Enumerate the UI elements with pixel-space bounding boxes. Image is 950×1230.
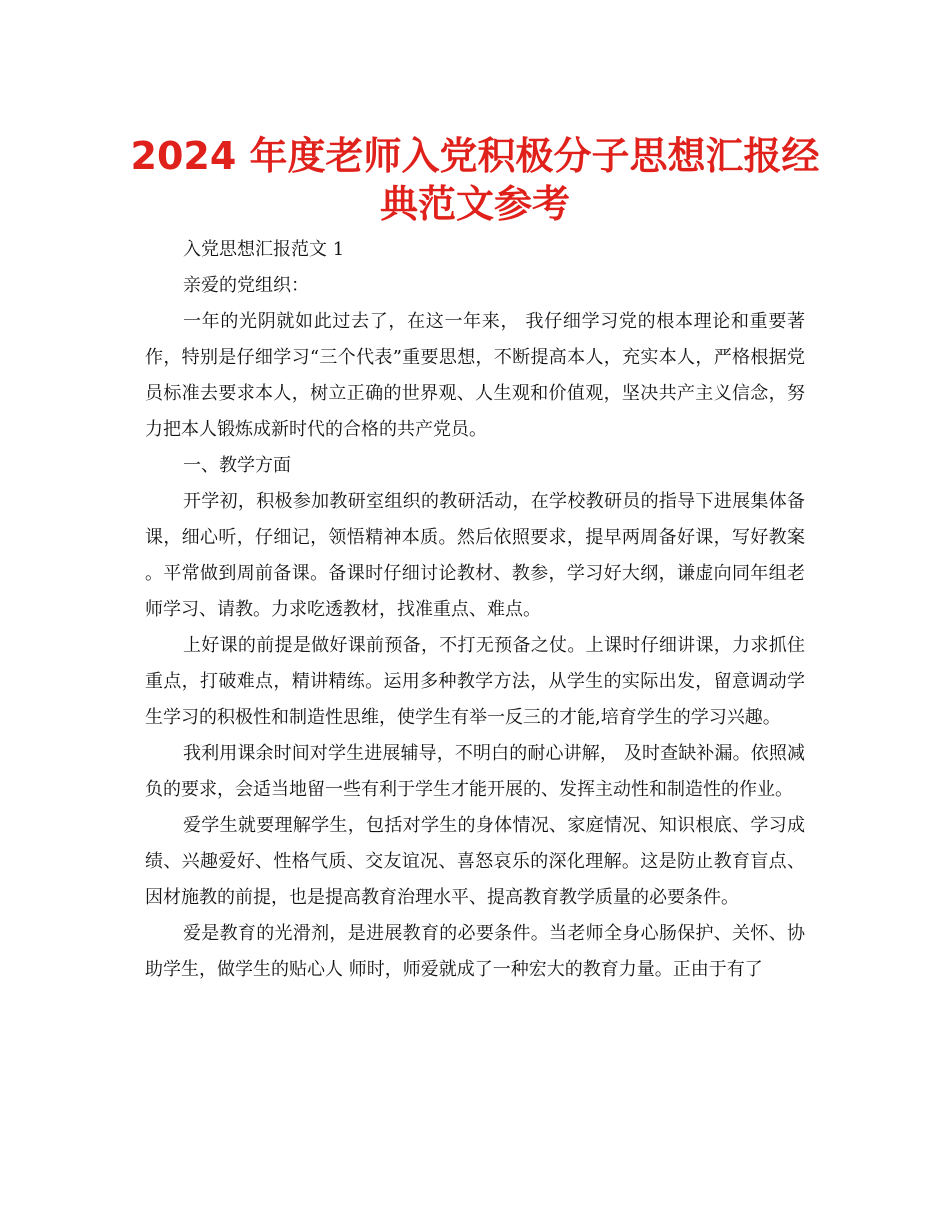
title-line-2: 典范文参考 [379, 182, 570, 226]
paragraph: 开学初，积极参加教研室组织的教研活动，在学校教研员的指导下进展集体备课，细心听，仔细记，领悟精神本质。然后依照要求，提早两周备好课，写好教案 。平常做到周前备课。备课时仔细讨论教材、教参，学习好大纲，谦虚向同年组老师学习、请教。力求吃透教材，找准重点、难点。 [145, 491, 805, 620]
paragraph: 上好课的前提是做好课前预备，不打无预备之仗。上课时仔细讲课，力求抓住重点，打破难点，精讲精练。运用多种教学方法，从学生的实际出发，留意调动学生学习的积极性和制造性思维，使学生有举一反三的才能,培育学生的学习兴趣。 [145, 635, 805, 728]
document-body [145, 232, 805, 988]
paragraph: 爱是教育的光滑剂，是进展教育的必要条件。当老师全身心肠保护、关怀、协助学生，做学生的贴心人 师时，师爱就成了一种宏大的教育力量。正由于有了 [145, 923, 805, 980]
document-title [80, 132, 870, 228]
section-heading: 入党思想汇报范文 1 [183, 239, 345, 260]
paragraph: 爱学生就要理解学生，包括对学生的身体情况、家庭情况、知识根底、学习成绩、兴趣爱好、性格气质、交友谊况、喜怒哀乐的深化理解。这是防止教育盲点、因材施教的前提，也是提高教育治理水平、提高教育教学质量的必要条件。 [145, 815, 805, 908]
subsection-heading: 一、教学方面 [183, 455, 291, 476]
salutation: 亲爱的党组织： [183, 275, 309, 296]
title-line-1: 2024 年度老师入党积极分子思想汇报经 [130, 134, 820, 178]
paragraph: 我利用课余时间对学生进展辅导，不明白的耐心讲解， 及时查缺补漏。依照减负的要求，会适当地留一些有利于学生才能开展的、发挥主动性和制造性的作业。 [145, 743, 805, 800]
paragraph: 一年的光阴就如此过去了，在这一年来， 我仔细学习党的根本理论和重要著作，特别是仔细学习“三个代表”重要思想，不断提高本人，充实本人，严格根据党员标准去要求本人，树立正确的世界观、人生观和价值观，坚决共产主义信念，努力把本人锻炼成新时代的合格的共产党员。 [145, 311, 805, 440]
